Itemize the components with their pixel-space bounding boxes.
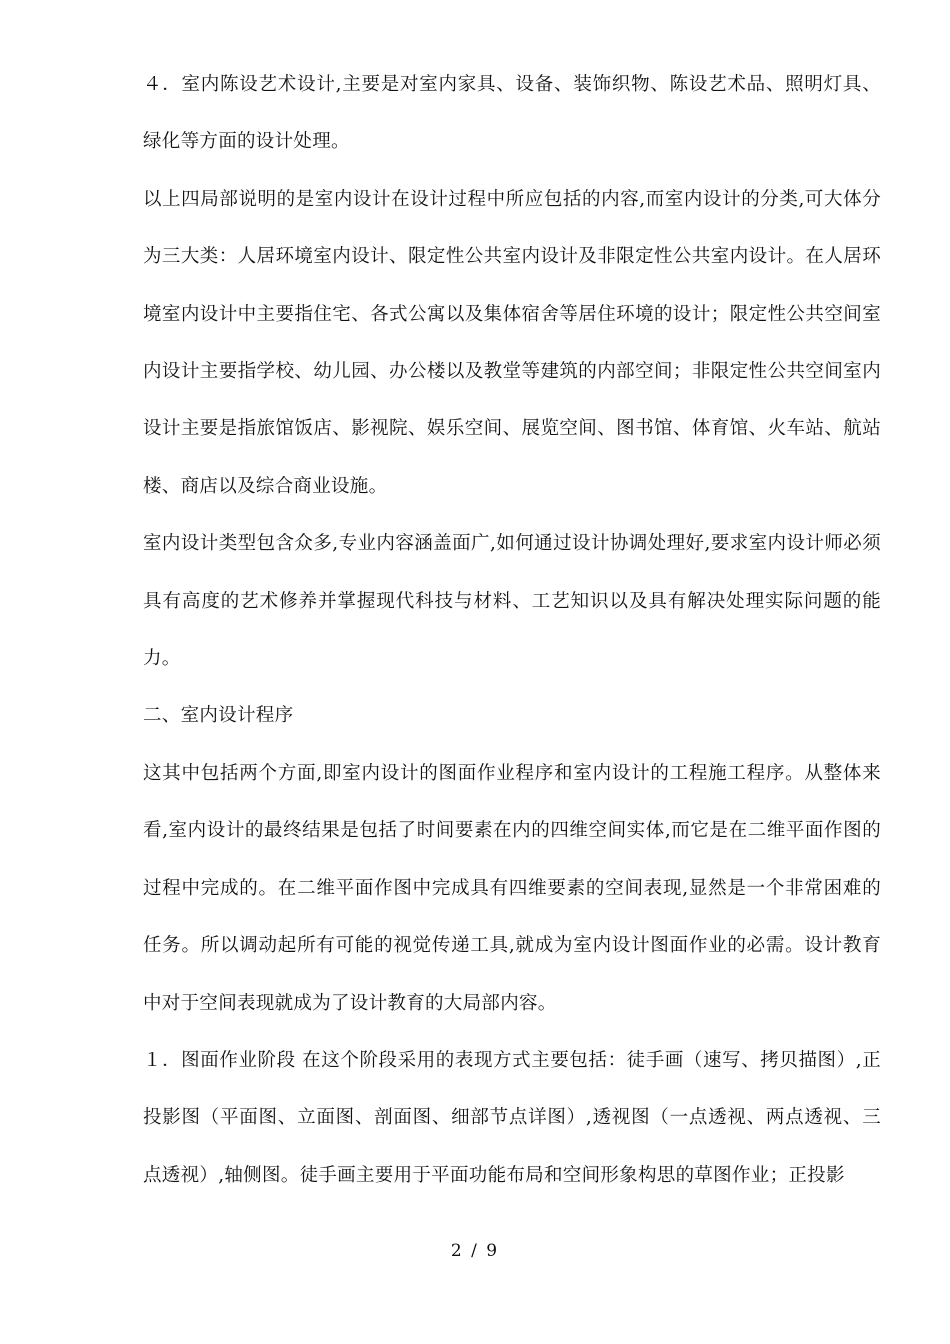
page-number: 2 / 9: [450, 1241, 500, 1261]
section-heading-design-procedure: 二、室内设计程序: [143, 705, 294, 727]
paragraph-drawing-stage: １．图面作业阶段 在这个阶段采用的表现方式主要包括：徒手画（速写、拷贝描图）,正投影图（平面图、立面图、剖面图、细部节点详图）,透视图（一点透视、两点透视、三点透视）,轴侧图。徒手画主要用于平面功能布局和空间形象构思的草图作业；正投影: [143, 1049, 881, 1186]
paragraph-furnishing-design: ４．室内陈设艺术设计,主要是对室内家具、设备、装饰织物、陈设艺术品、照明灯具、绿化等方面的设计处理。: [143, 74, 881, 153]
document-body: [143, 56, 881, 1204]
paragraph-designer-requirements: 室内设计类型包含众多,专业内容涵盖面广,如何通过设计协调处理好,要求室内设计师必须具有高度的艺术修养并掌握现代科技与材料、工艺知识以及具有解决处理实际问题的能力。: [143, 533, 881, 670]
paragraph-design-categories: 以上四局部说明的是室内设计在设计过程中所应包括的内容,而室内设计的分类,可大体分为三大类：人居环境室内设计、限定性公共室内设计及非限定性公共室内设计。在人居环境室内设计中主要指住宅、各式公寓以及集体宿舍等居住环境的设计；限定性公共空间室内设计主要指学校、幼儿园、办公楼以及教堂等建筑的内部空间；非限定性公共空间室内设计主要是指旅馆饭店、影视院、娱乐空间、展览空间、图书馆、体育馆、火车站、航站楼、商店以及综合商业设施。: [143, 188, 881, 497]
paragraph-procedure-overview: 这其中包括两个方面,即室内设计的图面作业程序和室内设计的工程施工程序。从整体来看,室内设计的最终结果是包括了时间要素在内的四维空间实体,而它是在二维平面作图的过程中完成的。在二维平面作图中完成具有四维要素的空间表现,显然是一个非常困难的任务。所以调动起所有可能的视觉传递工具,就成为室内设计图面作业的必需。设计教育中对于空间表现就成为了设计教育的大局部内容。: [143, 762, 881, 1014]
